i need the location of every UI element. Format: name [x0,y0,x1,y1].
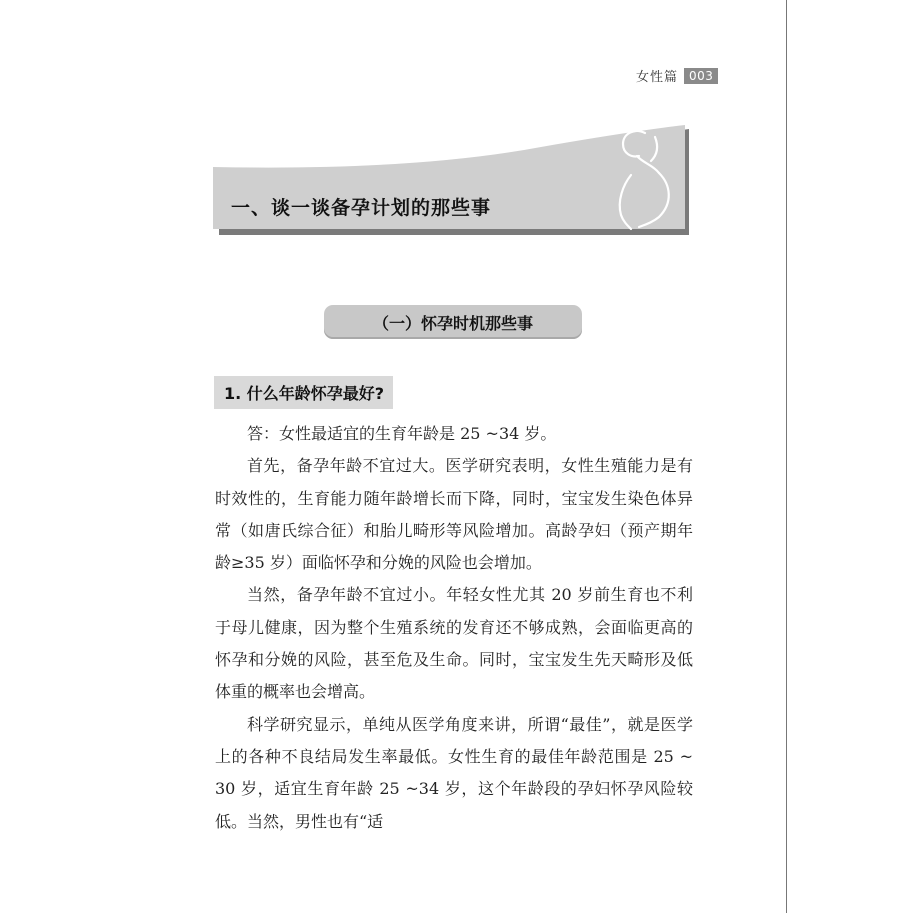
paragraph-age-too-old: 首先，备孕年龄不宜过大。医学研究表明，女性生殖能力是有时效性的，生育能力随年龄增长而下降，同时，宝宝发生染色体异常（如唐氏综合征）和胎儿畸形等风险增加。高龄孕妇（预产期年龄≥35 岁）面临怀孕和分娩的风险也会增加。 [215,456,693,573]
chapter-banner-shape [213,125,693,237]
section-title: （一）怀孕时机那些事 [372,313,533,333]
page-edge-line [786,0,787,913]
running-header [636,66,718,85]
paragraph-answer: 答：女性最适宜的生育年龄是 25 ~34 岁。 [247,424,557,443]
body-text [215,418,693,838]
paragraph-age-too-young: 当然，备孕年龄不宜过小。年轻女性尤其 20 岁前生育也不利于母儿健康，因为整个生殖系统的发育还不够成熟，会面临更高的怀孕和分娩的风险，甚至危及生命。同时，宝宝发生先天畸形及低体重的概率也会增高。 [215,585,693,702]
question-heading: 1. 什么年龄怀孕最好? [214,376,393,409]
paragraph-best-age: 科学研究显示，单纯从医学角度来讲，所谓“最佳”，就是医学上的各种不良结局发生率最低。女性生育的最佳年龄范围是 25 ~ 30 岁，适宜生育年龄 25 ~34 岁，这个年龄段的孕妇怀孕风险较低。当然，男性也有“适 [215,714,693,831]
chapter-title: 一、谈一谈备孕计划的那些事 [231,197,492,219]
section-heading [324,305,582,339]
running-header-section: 女性篇 [636,70,679,85]
chapter-banner [213,125,693,237]
page-number: 003 [684,68,718,84]
